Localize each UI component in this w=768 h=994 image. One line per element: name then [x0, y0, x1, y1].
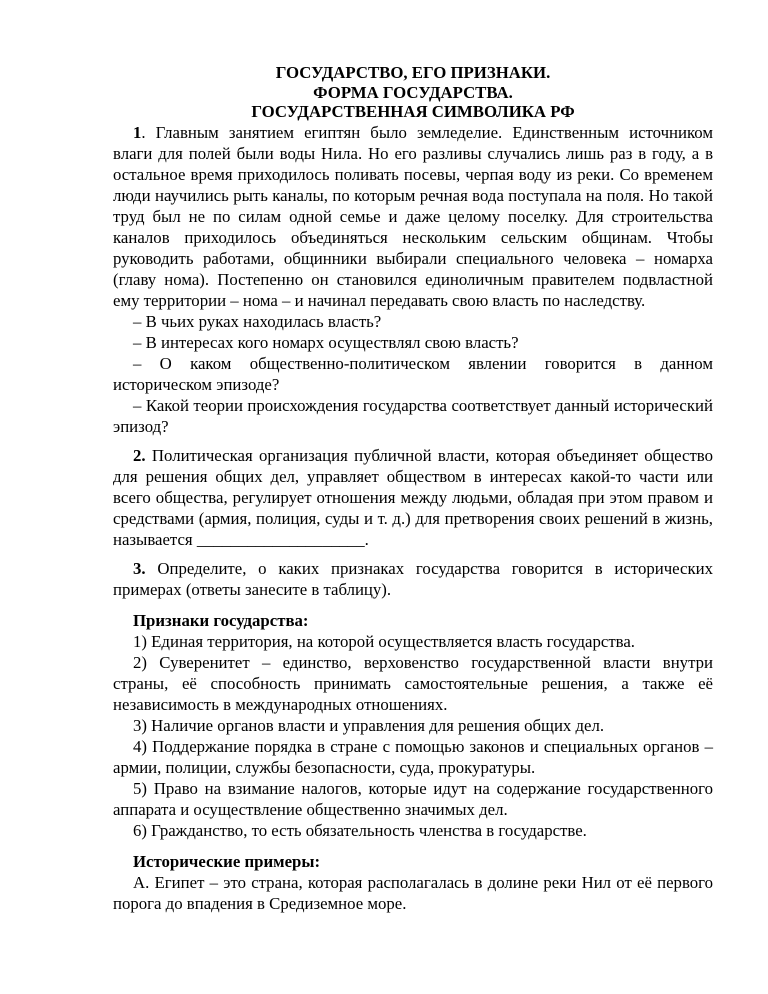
task-3-text: Определите, о каких признаках государства говорится в исторических примерах (ответы занесите в таблицу). [113, 558, 713, 599]
feature-item-4: 4) Поддержание порядка в стране с помощью законов и специальных органов – армии, полиции, службы безопасности, суда, прокуратуры. [113, 736, 713, 777]
title-line-1: ГОСУДАРСТВО, ЕГО ПРИЗНАКИ. [275, 63, 551, 82]
task-2-text: Политическая организация публичной власти, которая объединяет общество для решения общих дел, управляет обществом в интересах какой-то части или всего общества, регулирует отношения между людьми, обладая при этом правом и средствами (армия, полиция, суды и т. д.) для претворения своих решений в жизнь, называется ____________________. [113, 445, 713, 549]
document-page [113, 63, 713, 914]
features-heading: Признаки государства: [133, 610, 309, 630]
example-item-a: А. Египет – это страна, которая располагалась в долине реки Нил от её первого порога до впадения в Средиземное море. [113, 872, 713, 913]
task-1-paragraph [113, 122, 713, 311]
feature-item-1: 1) Единая территория, на которой осуществляется власть государства. [133, 631, 636, 651]
task-1-question-3: – О каком общественно-политическом явлении говорится в данном историческом эпизоде? [113, 353, 713, 394]
task-1-question-1: – В чьих руках находилась власть? [133, 311, 382, 331]
title-line-3: ГОСУДАРСТВЕННАЯ СИМВОЛИКА РФ [251, 102, 575, 121]
task-1-question-2: – В интересах кого номарх осуществлял свою власть? [133, 332, 519, 352]
feature-item-5: 5) Право на взимание налогов, которые идут на содержание государственного аппарата и осуществление общественно значимых дел. [113, 778, 713, 819]
examples-heading: Исторические примеры: [133, 851, 321, 871]
feature-item-3: 3) Наличие органов власти и управления для решения общих дел. [133, 715, 605, 735]
title-line-2: ФОРМА ГОСУДАРСТВА. [313, 82, 513, 102]
task-2-number: 2. [133, 445, 146, 465]
feature-item-6: 6) Гражданство, то есть обязательность членства в государстве. [133, 820, 587, 840]
task-2-paragraph [113, 445, 713, 550]
task-1-text: . Главным занятием египтян было земледелие. Единственным источником влаги для полей были воды Нила. Но его разливы случались лишь раз в году, а в остальное время приходилось поливать посевы, черпая воду из реки. Со временем люди научились рыть каналы, по которым речная вода поступала на поля. Но такой труд был не по силам одной семье и даже целому поселку. Для строительства каналов приходилось объединяться нескольким сельским общинам. Чтобы руководить работами, общинники выбирали специального человека – номарха (главу нома). Постепенно он становился единоличным правителем подвластной ему территории – нома – и начинал передавать свою власть по наследству. [113, 122, 713, 310]
task-1-question-4: – Какой теории происхождения государства соответствует данный исторический эпизод? [113, 395, 713, 436]
feature-item-2: 2) Суверенитет – единство, верховенство государственной власти внутри страны, её способность принимать самостоятельные решения, а также её независимость в международных отношениях. [113, 652, 713, 714]
task-3-paragraph [113, 558, 713, 600]
task-3-number: 3. [133, 558, 146, 578]
task-1-number: 1 [133, 122, 142, 142]
